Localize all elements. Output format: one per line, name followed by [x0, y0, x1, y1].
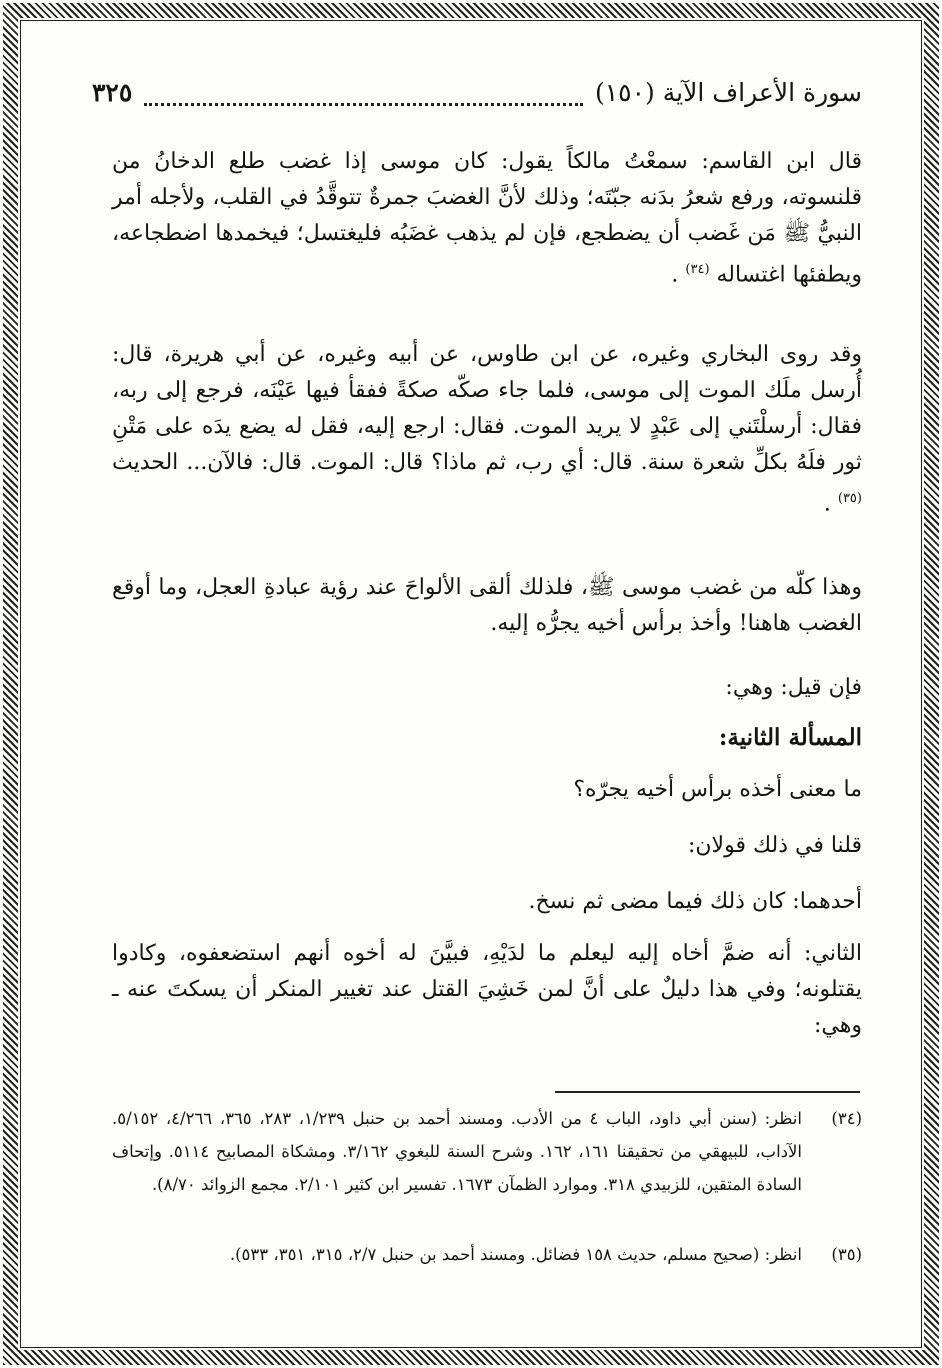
paragraph-text: أحدهما: كان ذلك فيما مضى ثم نسخ. [528, 889, 862, 914]
answer-intro [112, 828, 862, 864]
question-line [112, 670, 862, 706]
answer-second [112, 936, 862, 1044]
page-number: ٣٢٥ [92, 78, 133, 107]
footnote-text: انظر: (سنن أبي داود، الباب ٤ من الأدب. ومسند أحمد بن حنبل ١/٢٣٩، ٢٨٣، ٣٦٥، ٤/٢٦٦، ٥/١٥٢. الآداب، للبيهقي من تحقيقنا ١٦١، ١٦٢. وشرح السنة للبغوي ٣/١٦٢. ومشكاة المصابيح ٥١١٤. وإتحاف السادة المتقين، للزبيدي ٣١٨. وموارد الظمآن ١٦٧٣. تفسير ابن كثير ٢/١٠١. مجمع الزوائد ٨/٧٠). [112, 1109, 803, 1194]
question-text [112, 772, 862, 808]
paragraph-hadith-bukhari: وقد روى البخاري وغيره، عن ابن طاوس، عن أبيه وغيره، عن أبي هريرة، قال: أُرسل ملَك الموت إلى موسى، فلما جاء صكّه صكةً ففقأ فيها عَيْنَه، فرجع إلى ربه، فقال: أرسلْتَني إلى عَبْدٍ لا يريد الموت. فقال: ارجع إليه، فقل له يضع يدَه على مَتْنِ ثور فلَهُ بكلِّ شعرة سنة. قال: أي رب، ثم ماذا؟ قال: الموت. قال: فالآن... الحديث $^{(٣٥)}$ . [112, 342, 862, 517]
dotted-leader [144, 103, 583, 106]
surah-title: سورة الأعراف الآية (١٥٠) [594, 78, 862, 107]
paragraph-ibn-alqasim: قال ابن القاسم: سمعْتُ مالكاً يقول: كان موسى إذا غضب طلع الدخانُ من قلنسوته، ورفع شعرُ بدَنه جبّتَه؛ وذلك لأنَّ الغضبَ جمرةٌ تتوقَّدُ في القلب، ولأجله أمر النبيُّ ﷺ مَن غَضب أن يضطجع، فإن لم يذهب غضَبُه فليغتسل؛ فيخمدها اضطجاعه، ويطفئها اغتساله $^{(٣٤)}$ . [112, 149, 862, 288]
footnote-number: (٣٥) [831, 1245, 862, 1264]
paragraph-text: قلنا في ذلك قولان: [687, 833, 862, 858]
section-heading-second-issue [112, 720, 862, 756]
paragraph-text: ما معنى أخذه برأس أخيه يجرّه؟ [573, 777, 862, 802]
answer-first [112, 884, 862, 920]
paragraph-text: الثاني: أنه ضمَّ أخاه إليه ليعلم ما لدَيْهِ، فبيَّنَ له أخوه أنهم استضعفوه، وكادوا يقتلونه؛ وفي هذا دليلٌ على أنَّ لمن خَشِيَ القتل عند تغيير المنكر أن يسكتَ عنه ـ وهي: [112, 941, 862, 1038]
running-header [92, 78, 862, 118]
footnote-35 [112, 1238, 862, 1271]
footnote-ref-35: (٣٥) [837, 491, 862, 506]
paragraph-text: قال ابن القاسم: سمعْتُ مالكاً يقول: كان موسى إذا غضب طلع الدخانُ من قلنسوته، ورفع شعرُ بدَنه جبّتَه؛ وذلك لأنَّ الغضبَ جمرةٌ تتوقَّدُ في القلب، ولأجله أمر النبيُّ ﷺ مَن غَضب أن يضطجع، فإن لم يذهب غضَبُه فليغتسل؛ فيخمدها اضطجاعه، ويطفئها اغتساله [112, 149, 862, 288]
paragraph-text: وهذا كلّه من غضب موسى ﷺ، فلذلك ألقى الألواحَ عند رؤية عبادةِ العجل، وما أوقع الغضب هاهنا! وأخذ برأس أخيه يجرُّه إليه. [112, 575, 862, 636]
footnote-ref-34: (٣٤) [685, 262, 710, 277]
paragraph-text: وقد روى البخاري وغيره، عن ابن طاوس، عن أبيه وغيره، عن أبي هريرة، قال: أُرسل ملَك الموت إلى موسى، فلما جاء صكّه صكةً ففقأ فيها عَيْنَه، فرجع إلى ربه، فقال: أرسلْتَني إلى عَبْدٍ لا يريد الموت. فقال: ارجع إليه، فقل له يضع يدَه على مَتْنِ ثور فلَهُ بكلِّ شعرة سنة. قال: أي رب، ثم ماذا؟ قال: الموت. قال: فالآن... الحديث [112, 342, 862, 475]
paragraph-musa-anger [112, 570, 862, 642]
paragraph-text: فإن قيل: وهي: [725, 675, 862, 700]
footnote-34 [112, 1102, 862, 1201]
footnote-text: انظر: (صحيح مسلم، حديث ١٥٨ فضائل. ومسند أحمد بن حنبل ٢/٧، ٣١٥، ٣٥١، ٥٣٣). [229, 1245, 802, 1264]
heading-text: المسألة الثانية: [718, 724, 862, 751]
footnote-separator [555, 1091, 860, 1093]
footnote-number: (٣٤) [831, 1109, 862, 1128]
